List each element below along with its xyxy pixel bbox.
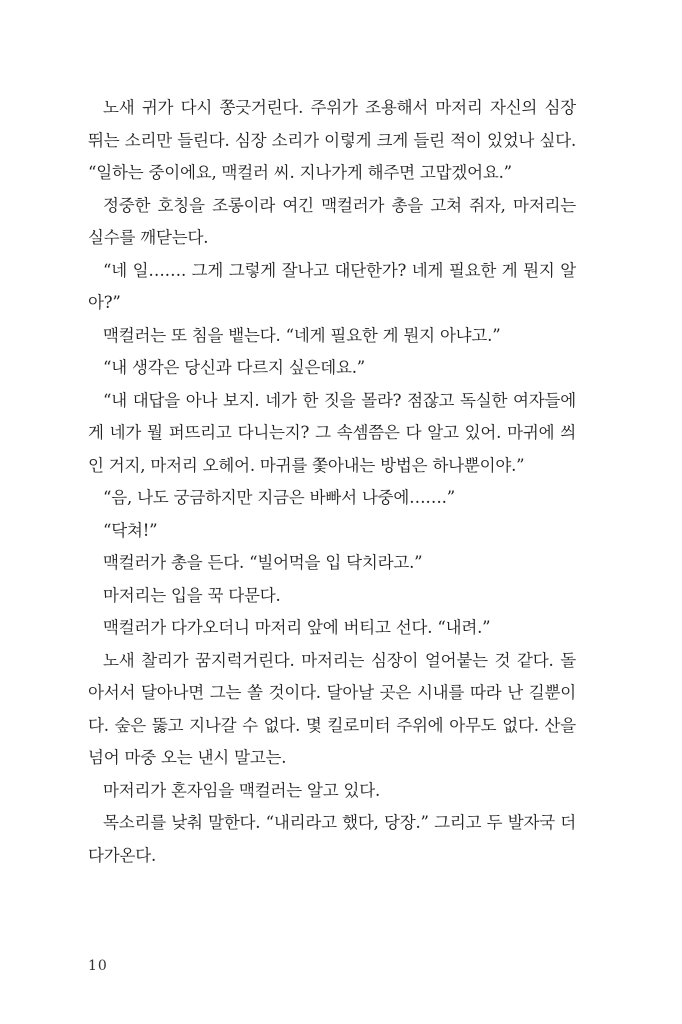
text-line: 실수를 깨닫는다. [88, 228, 209, 247]
text-line: 다. 숲은 뚫고 지나갈 수 없다. 몇 킬로미터 주위에 아무도 없다. 산을 [88, 715, 576, 735]
text-line: 인 거지, 마저리 오헤어. 마귀를 쫓아내는 방법은 하나뿐이야.” [88, 455, 525, 475]
text-line: 맥컬러가 총을 든다. “빌어먹을 입 닥치라고.” [103, 553, 423, 572]
text-line: 목소리를 낮춰 말한다. “내리라고 했다, 당장.” 그리고 두 발자국 더 [103, 813, 576, 832]
text-line: “일하는 중이에요, 맥컬러 씨. 지나가게 해주면 고맙겠어요.” [88, 163, 512, 182]
text-line: 게 네가 뭘 퍼뜨리고 다니는지? 그 속셈쯤은 다 알고 있어. 마귀에 씌 [88, 423, 576, 442]
text-line: “내 대답을 아나 보지. 네가 한 짓을 몰라? 점잖고 독실한 여자들에 [103, 390, 576, 410]
body-text [88, 95, 576, 875]
text-line: 넘어 마중 오는 낸시 말고는. [88, 748, 287, 767]
text-line: 정중한 호칭을 조롱이라 여긴 맥컬러가 총을 고쳐 쥐자, 마저리는 [103, 195, 576, 215]
text-line: “닥쳐!” [103, 520, 158, 540]
text-line: “네 일……. 그게 그렇게 잘나고 대단한가? 네게 필요한 게 뭔지 알 [103, 260, 576, 280]
text-line: 맥컬러는 또 침을 뱉는다. “네게 필요한 게 뭔지 아냐고.” [103, 325, 501, 345]
text-line: 마저리가 혼자임을 맥컬러는 알고 있다. [103, 780, 381, 800]
page-number: 10 [88, 958, 108, 974]
text-line: 아?” [88, 293, 121, 312]
text-line: 다가온다. [88, 845, 157, 865]
text-line: 뛰는 소리만 들린다. 심장 소리가 이렇게 크게 들린 적이 있었나 싶다. [88, 130, 576, 150]
text-line: 아서서 달아나면 그는 쏠 것이다. 달아날 곳은 시내를 따라 난 길뿐이 [88, 683, 576, 702]
text-line: 노새 귀가 다시 쫑긋거린다. 주위가 조용해서 마저리 자신의 심장 [103, 98, 576, 117]
text-line: “음, 나도 궁금하지만 지금은 바빠서 나중에…….” [103, 488, 455, 507]
text-line: 마저리는 입을 꾹 다문다. [103, 585, 281, 605]
text-line: 맥컬러가 다가오더니 마저리 앞에 버티고 선다. “내려.” [103, 618, 491, 637]
text-line: 노새 찰리가 꿈지럭거린다. 마저리는 심장이 얼어붙는 것 같다. 돌 [103, 650, 576, 670]
text-line: “내 생각은 당신과 다르지 싶은데요.” [103, 358, 366, 377]
